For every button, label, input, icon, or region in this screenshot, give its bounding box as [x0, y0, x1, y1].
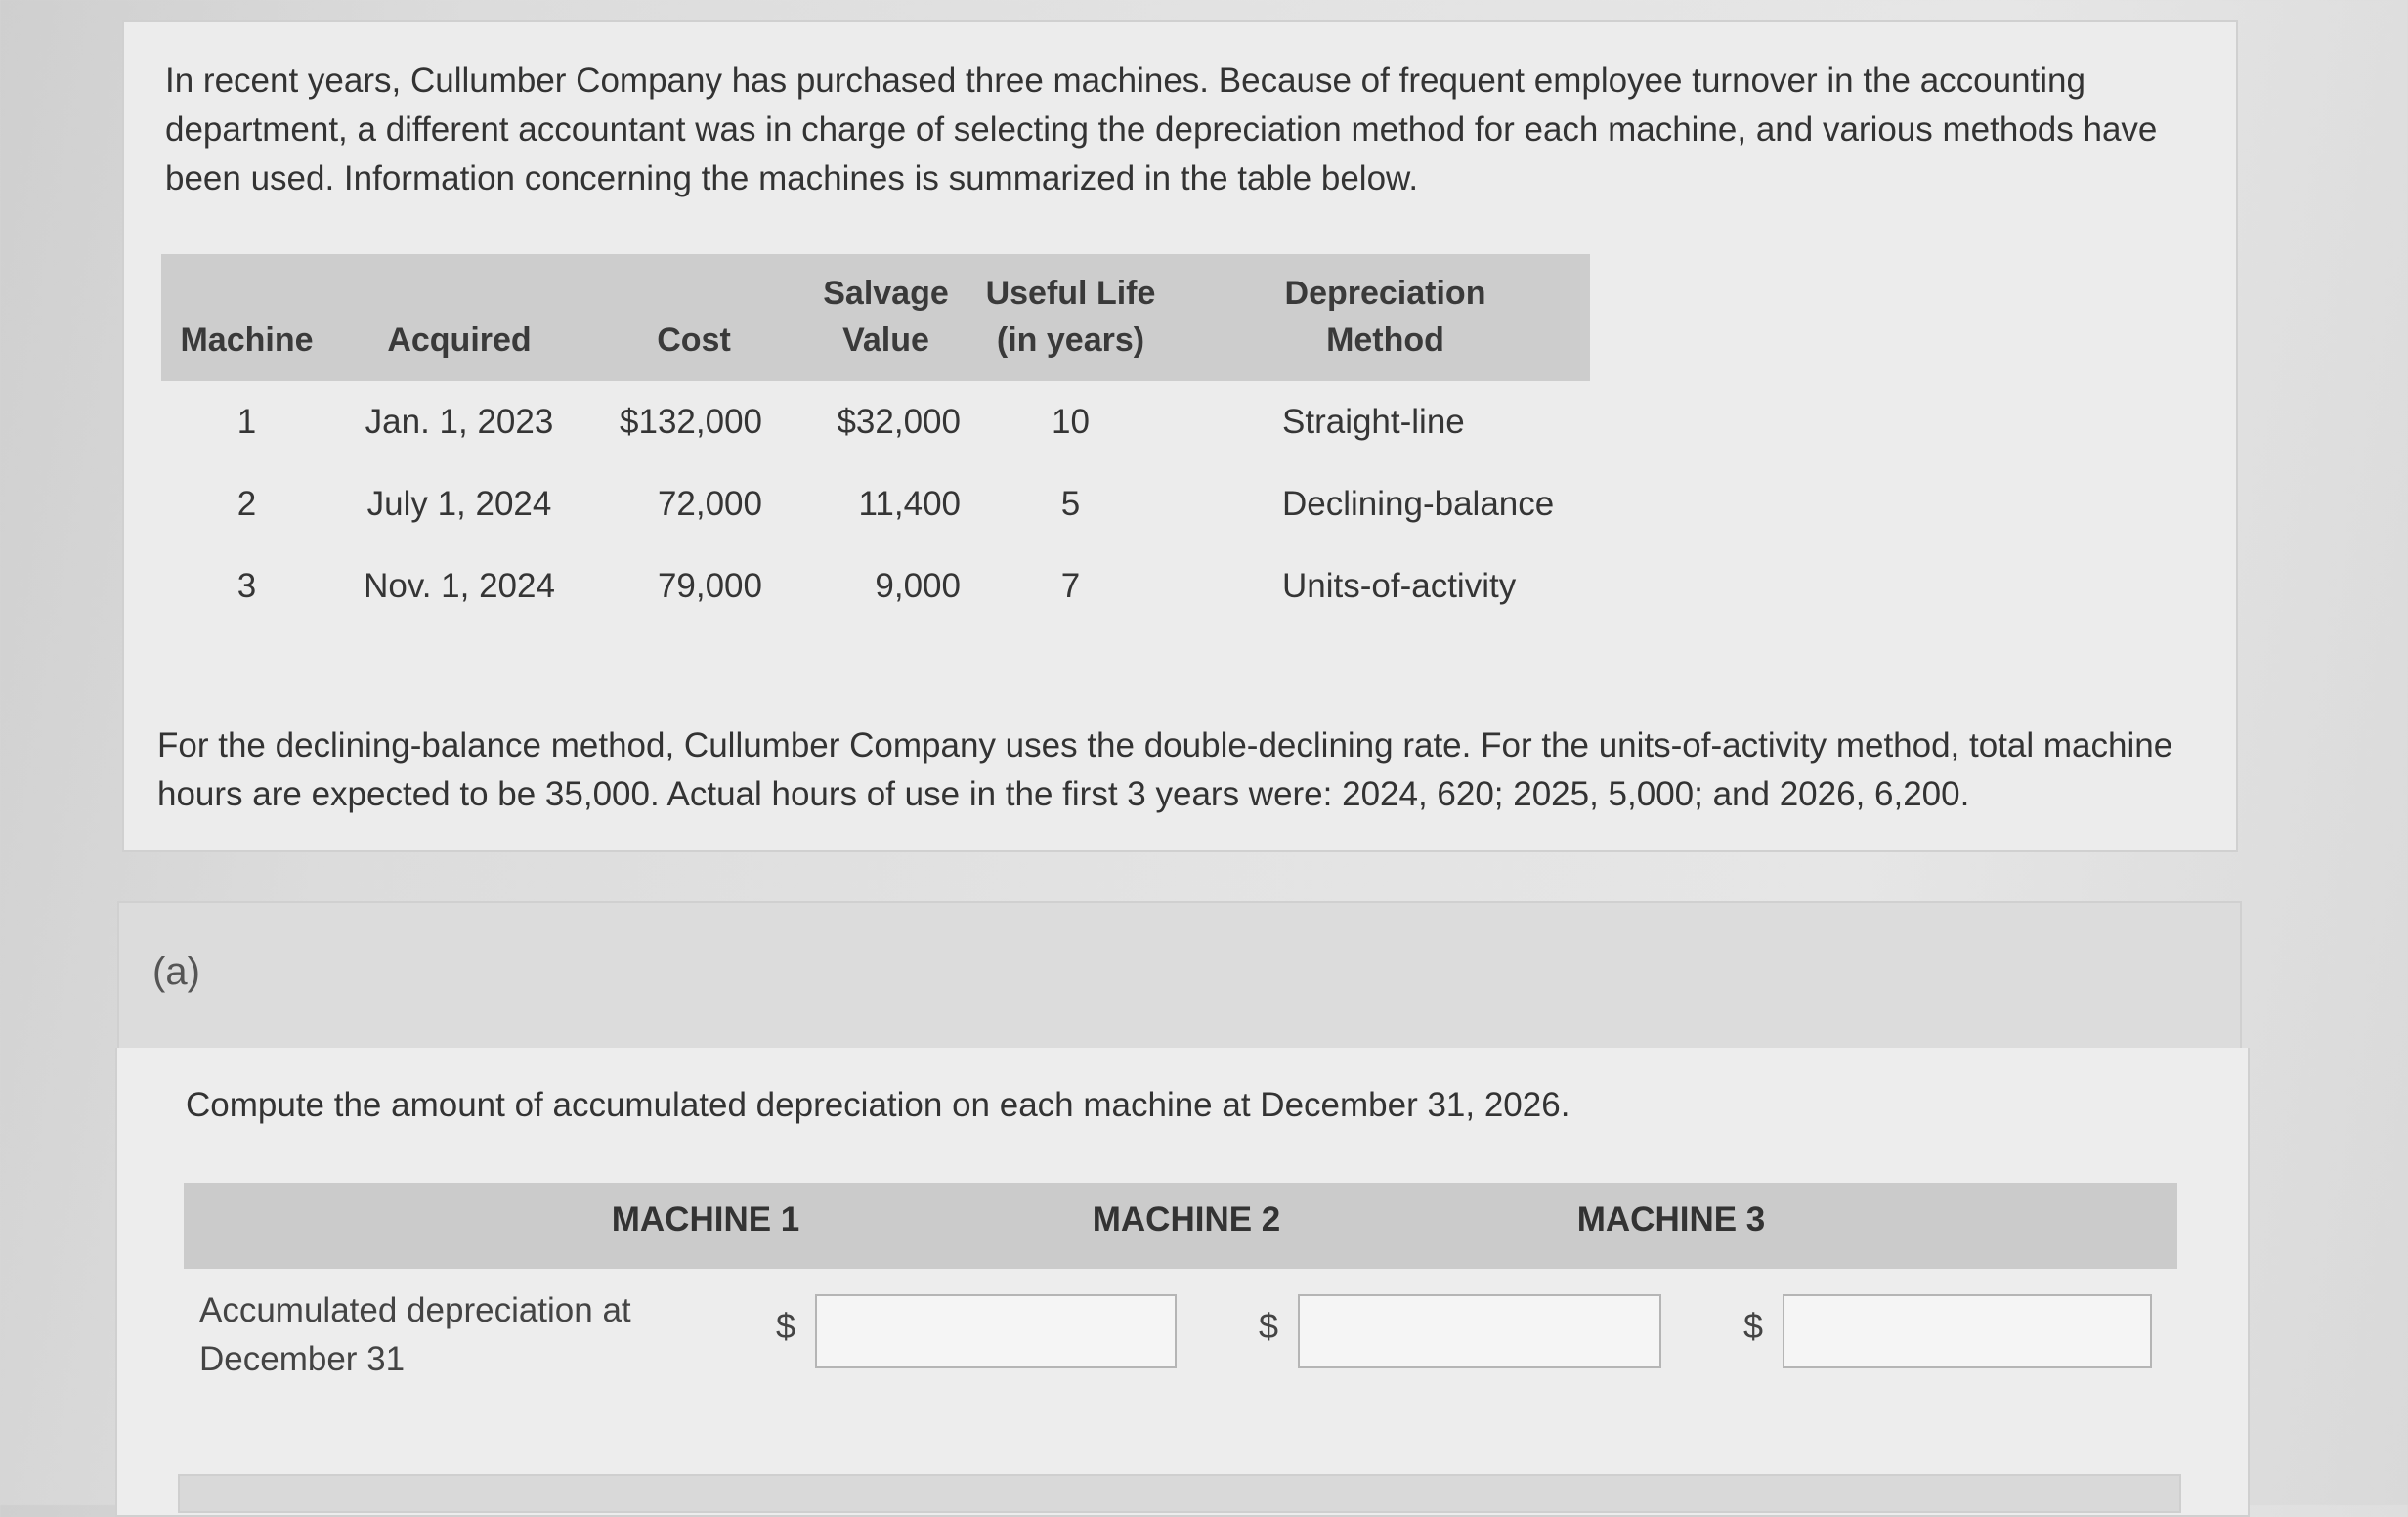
header-useful-life	[961, 270, 1181, 364]
cell-life: 5	[1060, 485, 1081, 523]
header-salvage-line1: Salvage	[823, 275, 949, 312]
cell-salvage: 11,400	[858, 485, 961, 523]
method-details-paragraph: For the declining-balance method, Cullumber Company uses the double-declining rate. For the units-of-activity method, total machine hours are expected to be 35,000. Actual hours of use in the first 3 years were: 2024, 620; 2025, 5,000; and 2026, 6,200.	[157, 726, 2173, 813]
part-a-label: (a)	[152, 950, 200, 993]
question-text: Compute the amount of accumulated depreciation on each machine at December 31, 2026.	[186, 1086, 1570, 1124]
header-life-line1: Useful Life	[985, 275, 1156, 312]
part-a-header	[117, 901, 2242, 1050]
header-method-line1: Depreciation	[1284, 275, 1486, 312]
header-method-line2: Method	[1326, 322, 1444, 359]
cell-method: Declining-balance	[1282, 485, 1555, 523]
cell-method: Straight-line	[1282, 403, 1465, 441]
cell-life: 7	[1060, 567, 1081, 605]
header-acquired: Acquired	[387, 322, 532, 359]
next-section-edge	[178, 1474, 2181, 1513]
machine-1-accumulated-depreciation-input[interactable]	[815, 1294, 1177, 1368]
dollar-sign: $	[1259, 1306, 1279, 1346]
table-header-row	[161, 254, 1590, 381]
cell-cost: $132,000	[620, 403, 762, 441]
answer-table-header	[184, 1183, 2177, 1269]
column-machine-3: MACHINE 3	[1576, 1200, 1766, 1238]
header-life-line2: (in years)	[996, 322, 1145, 359]
cell-acquired: Nov. 1, 2024	[364, 567, 555, 605]
row-label-line1: Accumulated depreciation at	[199, 1291, 631, 1329]
table-row	[161, 381, 1590, 463]
cell-method: Units-of-activity	[1282, 567, 1517, 605]
cell-machine: 2	[236, 485, 257, 523]
part-a-body	[115, 1048, 2250, 1517]
cell-machine: 1	[236, 403, 257, 441]
column-machine-1: MACHINE 1	[611, 1200, 800, 1238]
table-row	[161, 545, 1590, 628]
cell-salvage: 9,000	[875, 567, 961, 605]
column-machine-2: MACHINE 2	[1092, 1200, 1281, 1238]
cell-cost: 79,000	[657, 567, 762, 605]
machines-table	[161, 254, 1590, 628]
row-label-accumulated-depreciation	[199, 1286, 708, 1384]
cell-salvage: $32,000	[837, 403, 961, 441]
table-row	[161, 463, 1590, 545]
cell-acquired: Jan. 1, 2023	[365, 403, 554, 441]
cell-life: 10	[1052, 403, 1090, 441]
problem-description-panel	[122, 20, 2238, 852]
cell-acquired: July 1, 2024	[366, 485, 552, 523]
cell-machine: 3	[236, 567, 257, 605]
header-salvage-line2: Value	[842, 322, 929, 359]
dollar-sign: $	[776, 1306, 796, 1346]
header-depreciation-method	[1181, 270, 1590, 364]
machine-3-accumulated-depreciation-input[interactable]	[1783, 1294, 2152, 1368]
machine-2-accumulated-depreciation-input[interactable]	[1298, 1294, 1661, 1368]
intro-paragraph: In recent years, Cullumber Company has purchased three machines. Because of frequent employee turnover in the accounting department, a different accountant was in charge of selecting the depreciation method for each machine, and various methods have been used. Information concerning the machines is summarized in the table below.	[165, 62, 2158, 197]
row-label-line2: December 31	[199, 1340, 406, 1378]
cell-cost: 72,000	[657, 485, 762, 523]
header-salvage-value	[762, 270, 961, 364]
header-machine: Machine	[180, 322, 314, 359]
header-cost: Cost	[657, 322, 731, 359]
dollar-sign: $	[1743, 1306, 1764, 1346]
